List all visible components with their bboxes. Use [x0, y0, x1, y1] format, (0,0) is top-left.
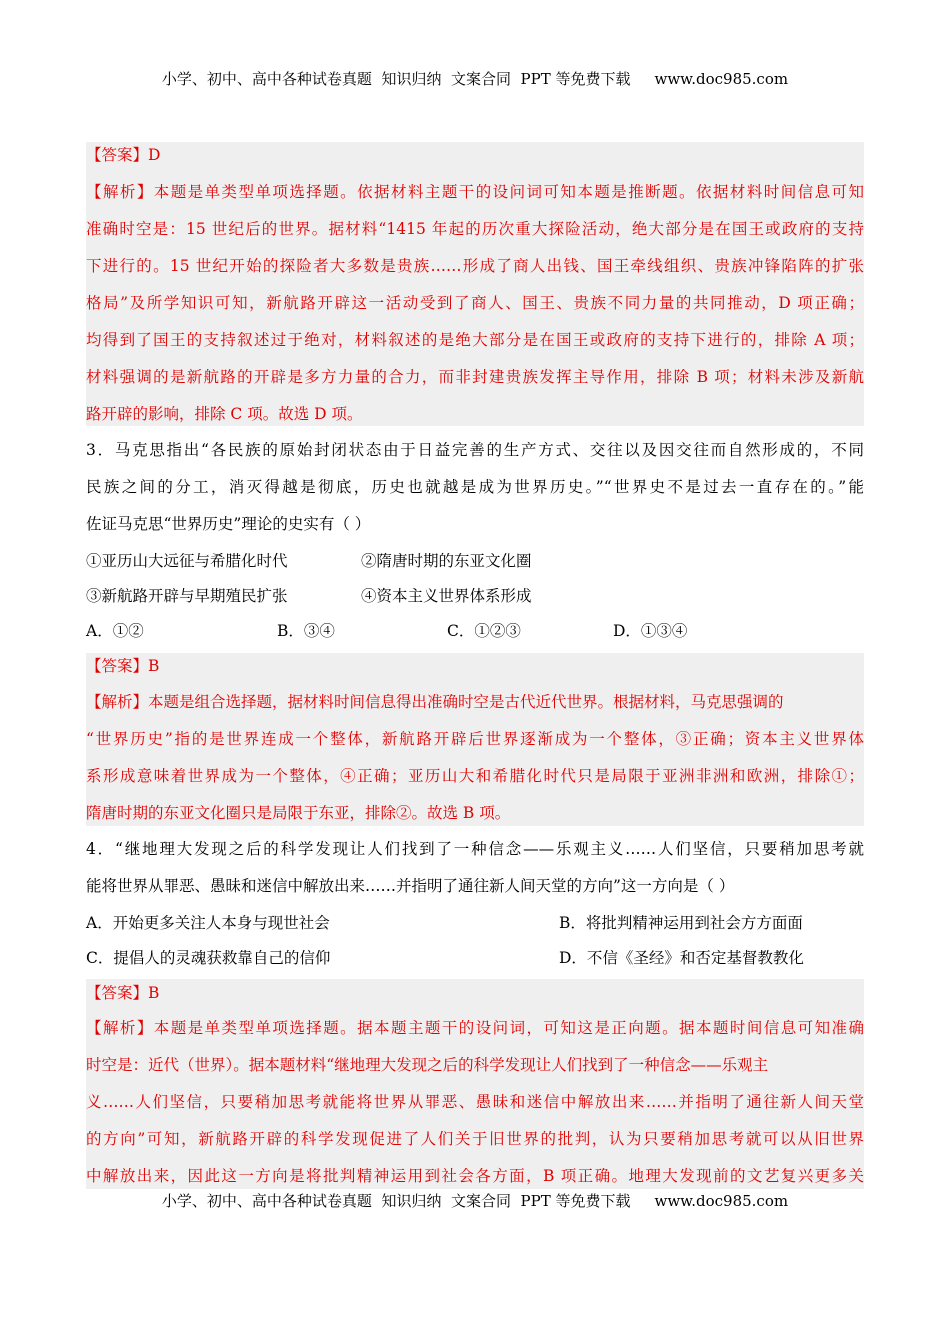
q3-option-c: C．①②③: [447, 622, 521, 640]
q2-analysis-line: 格局”及所学知识可知，新航路开辟这一活动受到了商人、国王、贵族不同力量的共同推动，D 项正确；: [86, 294, 864, 312]
q2-answer: 【答案】D: [86, 146, 161, 164]
footer-text: 小学、初中、高中各种试卷真题 知识归纳 文案合同 PPT 等免费下载: [161, 1192, 631, 1210]
q2-analysis-line: 材料强调的是新航路的开辟是多方力量的合力，而非封建贵族发挥主导作用，排除 B 项；材料未涉及新航: [86, 368, 864, 386]
q4-stem-line: 能将世界从罪恶、愚昧和迷信中解放出来……并指明了通往新人间天堂的方向”这一方向是（ ）: [86, 877, 735, 895]
q3-option-a: A．①②: [86, 622, 144, 640]
q3-analysis-line: 【解析】本题是组合选择题，据材料时间信息得出准确时空是古代近代世界。根据材料，马克思强调的: [86, 693, 784, 711]
q3-stem-line: 3．马克思指出“各民族的原始封闭状态由于日益完善的生产方式、交往以及因交往而自然形成的，不同: [86, 441, 864, 459]
q4-analysis-line: 义……人们坚信，只要稍加思考就能将世界从罪恶、愚昧和迷信中解放出来……并指明了通往新人间天堂: [86, 1093, 864, 1111]
q3-stem-line: 民族之间的分工，消灭得越是彻底，历史也就越是成为世界历史。”“世界史不是过去一直存在的。”能: [86, 478, 864, 496]
q3-stem-line: 佐证马克思“世界历史”理论的史实有（ ）: [86, 515, 371, 533]
page-footer: [0, 1190, 950, 1211]
q3-option-d: D．①③④: [613, 622, 688, 640]
q4-answer: 【答案】B: [86, 984, 160, 1002]
q4-option-c: C．提倡人的灵魂获救靠自己的信仰: [86, 949, 331, 967]
header-url[interactable]: www.doc985.com: [654, 70, 789, 88]
q4-option-d: D．不信《圣经》和否定基督教教化: [559, 949, 804, 967]
q3-item: ①亚历山大远征与希腊化时代: [86, 552, 288, 570]
q4-analysis-line: 【解析】本题是单类型单项选择题。据本题主题干的设问词，可知这是正向题。据本题时间信息可知准确: [86, 1019, 864, 1037]
q4-analysis-line: 时空是：近代（世界）。据本题材料“继地理大发现之后的科学发现让人们找到了一种信念——乐观主: [86, 1056, 769, 1074]
q4-analysis-line: 中解放出来，因此这一方向是将批判精神运用到社会各方面，B 项正确。地理大发现前的文艺复兴更多关: [86, 1167, 864, 1185]
q2-analysis-line: 准确时空是：15 世纪后的世界。据材料“1415 年起的历次重大探险活动，绝大部分是在国王或政府的支持: [86, 220, 864, 238]
q2-analysis-line: 均得到了国王的支持叙述过于绝对，材料叙述的是绝大部分是在国王或政府的支持下进行的，排除 A 项；: [86, 331, 864, 349]
q3-item: ④资本主义世界体系形成: [361, 587, 532, 605]
page-header: [0, 68, 950, 89]
q2-analysis-line: 【解析】本题是单类型单项选择题。依据材料主题干的设问词可知本题是推断题。依据材料时间信息可知: [86, 183, 864, 201]
q3-analysis-line: 隋唐时期的东亚文化圈只是局限于东亚，排除②。故选 B 项。: [86, 804, 511, 822]
q3-analysis-line: “世界历史”指的是世界连成一个整体，新航路开辟后世界逐渐成为一个整体，③正确；资本主义世界体: [86, 730, 864, 748]
q4-option-a: A．开始更多关注人本身与现世社会: [86, 914, 330, 932]
q2-analysis-line: 下进行的。15 世纪开始的探险者大多数是贵族……形成了商人出钱、国王牵线组织、贵族冲锋陷阵的扩张: [86, 257, 864, 275]
q3-item: ②隋唐时期的东亚文化圈: [361, 552, 532, 570]
q3-item: ③新航路开辟与早期殖民扩张: [86, 587, 288, 605]
q3-answer: 【答案】B: [86, 657, 160, 675]
footer-url[interactable]: www.doc985.com: [654, 1192, 789, 1210]
q4-option-b: B．将批判精神运用到社会方方面面: [559, 914, 803, 932]
q3-analysis-line: 系形成意味着世界成为一个整体，④正确；亚历山大和希腊化时代只是局限于亚洲非洲和欧洲，排除①；: [86, 767, 864, 785]
q4-stem-line: 4．“继地理大发现之后的科学发现让人们找到了一种信念——乐观主义……人们坚信，只要稍加思考就: [86, 840, 864, 858]
q4-analysis-line: 的方向”可知，新航路开辟的科学发现促进了人们关于旧世界的批判，认为只要稍加思考就可以从旧世界: [86, 1130, 864, 1148]
q3-option-b: B．③④: [277, 622, 335, 640]
header-text: 小学、初中、高中各种试卷真题 知识归纳 文案合同 PPT 等免费下载: [161, 70, 631, 88]
q2-analysis-line: 路开辟的影响，排除 C 项。故选 D 项。: [86, 405, 363, 423]
